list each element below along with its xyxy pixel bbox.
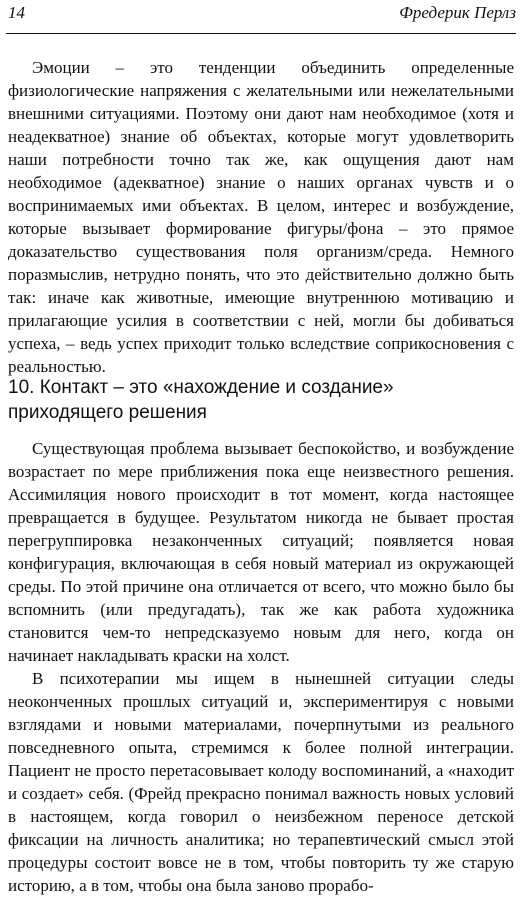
page-number: 14: [8, 3, 25, 22]
paragraph: Существующая проблема вызывает беспокойство, и возбуждение возрастает по мере приближения пока еще неизвестного решения. Ассимиляция нового происходит в тот момент, когда настоящее превращается в будущее. Результатом никогда не бывает простая перегруппировка незаконченных ситуаций; появляется новая конфигурация, включающая в себя новый материал из окружающей среды. По этой причине она отличается от всего, что можно было бы вспомнить (или предугадать), так же как работа художника становится чем-то непредсказуемо новым для него, когда он начинает накладывать краски на холст.: [8, 439, 514, 665]
text-block-bottom: [8, 437, 514, 897]
running-head-author: Фредерик Перлз: [399, 3, 516, 22]
text-block-top: [8, 56, 514, 378]
header-rule: [6, 33, 516, 34]
paragraph: Эмоции – это тенденции объединить определенные физиологические напряжения с желательными или нежелательными внешними ситуациями. Поэтому они дают нам необходимое (хотя и неадекватное) знание об объектах, которые могут удовлетворить наши потребности точно так же, как ощущения дают нам необходимое (адекватное) знание о наших органах чувств и о воспринимаемых ими объектах. В целом, интерес и возбуждение, которые вызывает формирование фигуры/фона – это прямое доказательство существования поля организм/среда. Немного поразмыслив, нетрудно понять, что это действительно должно быть так: иначе как животные, имеющие внутреннюю мотивацию и прилагающие усилия в соответствии с ней, могли бы добиваться успеха, – ведь успех приходит только вследствие соприкосновения с реальностью.: [8, 58, 514, 376]
paragraph: В психотерапии мы ищем в нынешней ситуации следы неоконченных прошлых ситуаций и, экспериментируя с новыми взглядами и новыми материалами, почерпнутыми из реального повседневного опыта, стремимся к более полной интеграции. Пациент не просто перетасовывает колоду воспоминаний, а «находит и создает» себя. (Фрейд прекрасно понимал важность новых условий в настоящем, когда говорил о неизбежном переносе детской фиксации на личность аналитика; но терапевтический смысл этой процедуры состоит вовсе не в том, чтобы повторить ту же старую историю, а в том, чтобы она была заново прорабо-: [8, 669, 514, 895]
running-head: [8, 2, 516, 26]
section-heading: 10. Контакт – это «нахождение и создание» приходящего решения: [8, 377, 394, 423]
